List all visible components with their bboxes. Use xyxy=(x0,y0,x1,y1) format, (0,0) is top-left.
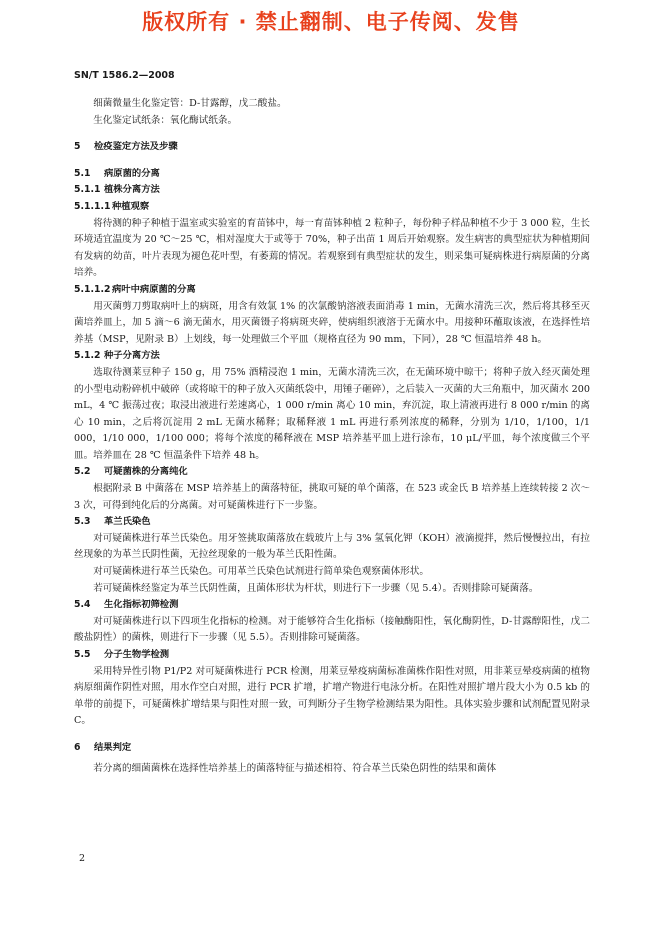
section-number: 5.2 xyxy=(74,466,91,478)
section-paragraph: 若可疑菌株经鉴定为革兰氏阴性菌，且菌体形状为杆状，则进行下一步骤（见 5.4）。否则排除可疑菌落。 xyxy=(93,582,539,594)
section-number: 5.5 xyxy=(74,649,91,660)
section-paragraph: 对可疑菌株进行革兰氏染色。用牙签挑取菌落放在载玻片上与 3% 氢氧化钾（KOH）液滴搅拌，然后慢慢拉出，有拉丝现象的为革兰氏阴性菌，无拉丝现象的一般为革兰氏阳性菌。 xyxy=(74,532,590,561)
page-number: 2 xyxy=(79,853,86,864)
section-heading xyxy=(74,166,590,183)
section-heading xyxy=(74,514,590,531)
copyright-watermark: 版权所有 · 禁止翻制、电子传阅、发售 xyxy=(142,10,520,34)
section-heading xyxy=(74,348,590,365)
section-number: 5 xyxy=(74,141,81,153)
section-number: 5.1 xyxy=(74,167,91,179)
section-heading xyxy=(74,597,590,614)
section-paragraph: 选取待测莱豆种子 150 g，用 75% 酒精浸泡 1 min，无菌水清洗三次，在无菌环境中晾干；将种子放入经灭菌处理的小型电动粉碎机中破碎（或将晾干的种子放入灭菌纸袋中，用锤子砸碎），之后装入一灭菌的大三角瓶中，加灭菌水 200 mL，4 ℃ 振荡过夜；取浸出液进行差速离心，1 000 r/min 离心 10 min，弃沉淀，取上清液再进行 8 000 r/min 的离心 10 min，之后将沉淀用 2 mL 无菌水稀释；取稀释液 1 mL 再进行系列浓度的稀释，分别为 1/10，1/100，1/1 000，1/10 000，1/100 000；将每个浓度的稀释液在 MSP 培养基平皿上进行涂布，10 μL/平皿，每个浓度做三个平皿。培养皿在 28 ℃ 恒温条件下培养 48 h。 xyxy=(74,366,590,461)
section-paragraph: 将待测的种子种植于温室或实验室的育苗钵中，每一育苗钵种植 2 粒种子，每份种子样品种植不少于 3 000 粒，生长环境适宜温度为 20 ℃～25 ℃，相对湿度大于或等于 70%，种子出苗 1 周后开始观察。发生病害的典型症状为种植期间有发病的幼苗，叶片表现为褪色花叶型，有萎蔫的情况。若观察到有典型症状的发生，则采集可疑病株进行病原菌的分离培养。 xyxy=(74,217,590,279)
intro-line: 生化鉴定试纸条：氧化酶试纸条。 xyxy=(93,114,238,126)
section-number: 5.1.1.2 xyxy=(74,283,111,295)
section-heading xyxy=(74,282,590,299)
section-number: 6 xyxy=(74,741,81,753)
section-title: 结果判定 xyxy=(94,741,132,753)
section-paragraph: 对可疑菌株进行以下四项生化指标的检测。对于能够符合生化指标（接触酶阳性，氧化酶阴性，D-甘露醇阳性，戊二酸盐阴性）的菌株，则进行下一步骤（见 5.5）。否则排除可疑菌落。 xyxy=(74,615,590,644)
document-number: SN/T 1586.2—2008 xyxy=(74,70,175,81)
section-title: 种子分离方法 xyxy=(104,350,160,362)
section-title: 革兰氏染色 xyxy=(104,516,151,528)
section-title: 病叶中病原菌的分离 xyxy=(112,283,196,295)
section-title: 分子生物学检测 xyxy=(104,649,170,660)
section-paragraph: 若分离的细菌菌株在选择性培养基上的菌落特征与描述相符、符合革兰氏染色阴性的结果和菌体 xyxy=(93,762,497,774)
section-number: 5.3 xyxy=(74,516,91,528)
section-title: 种植观察 xyxy=(112,200,150,212)
section-number: 5.4 xyxy=(74,599,91,611)
section-heading xyxy=(74,740,590,757)
section-title: 病原菌的分离 xyxy=(104,167,160,179)
document-body xyxy=(74,96,590,777)
section-number: 5.1.2 xyxy=(74,350,101,362)
section-paragraph: 采用特异性引物 P1/P2 对可疑菌株进行 PCR 检测，用莱豆晕疫病菌标准菌株作阳性对照，用非莱豆晕疫病菌的植物病原细菌作阴性对照，用水作空白对照，进行 PCR 扩增，扩增产物进行电泳分析。在阳性对照扩增片段大小为 0.5 kb 的单带的前提下，可疑菌株扩增结果与阳性对照一致，可判断分子生物学检测结果为阳性。具体实验步骤和试剂配置见附录 C。 xyxy=(74,665,590,727)
section-number: 5.1.1 xyxy=(74,184,101,196)
section-title: 可疑菌株的分离纯化 xyxy=(104,466,188,478)
section-heading xyxy=(74,139,590,156)
section-heading xyxy=(74,199,590,216)
section-paragraph: 对可疑菌株进行革兰氏染色。可用革兰氏染色试剂进行简单染色观察菌体形状。 xyxy=(93,566,429,578)
section-title: 植株分离方法 xyxy=(104,184,160,196)
section-number: 5.1.1.1 xyxy=(74,200,111,212)
section-title: 生化指标初筛检测 xyxy=(104,599,179,611)
section-heading xyxy=(74,647,590,664)
section-paragraph: 用灭菌剪刀剪取病叶上的病斑，用含有效氯 1% 的次氯酸钠溶液表面消毒 1 min，无菌水清洗三次，然后将其移至灭菌培养皿上，加 5 滴～6 滴无菌水，用灭菌镊子将病斑夹碎，使病组织液溶于无菌水中。用接种环蘸取该液，在选择性培养基（MSP，见附录 B）上划线，每一处理做三个平皿（规格直径为 90 mm，下同），28 ℃ 恒温培养 48 h。 xyxy=(74,300,590,345)
intro-line: 细菌微量生化鉴定管：D-甘露醇，戊二酸盐。 xyxy=(93,98,287,109)
section-paragraph: 根据附录 B 中菌落在 MSP 培养基上的菌落特征，挑取可疑的单个菌落，在 523 或金氏 B 培养基上连续转接 2 次～3 次，可得到纯化后的分离菌。对可疑菌株进行下一步鉴。 xyxy=(74,483,590,511)
section-title: 检疫鉴定方法及步骤 xyxy=(94,141,178,153)
section-heading xyxy=(74,182,590,199)
section-heading xyxy=(74,464,590,481)
